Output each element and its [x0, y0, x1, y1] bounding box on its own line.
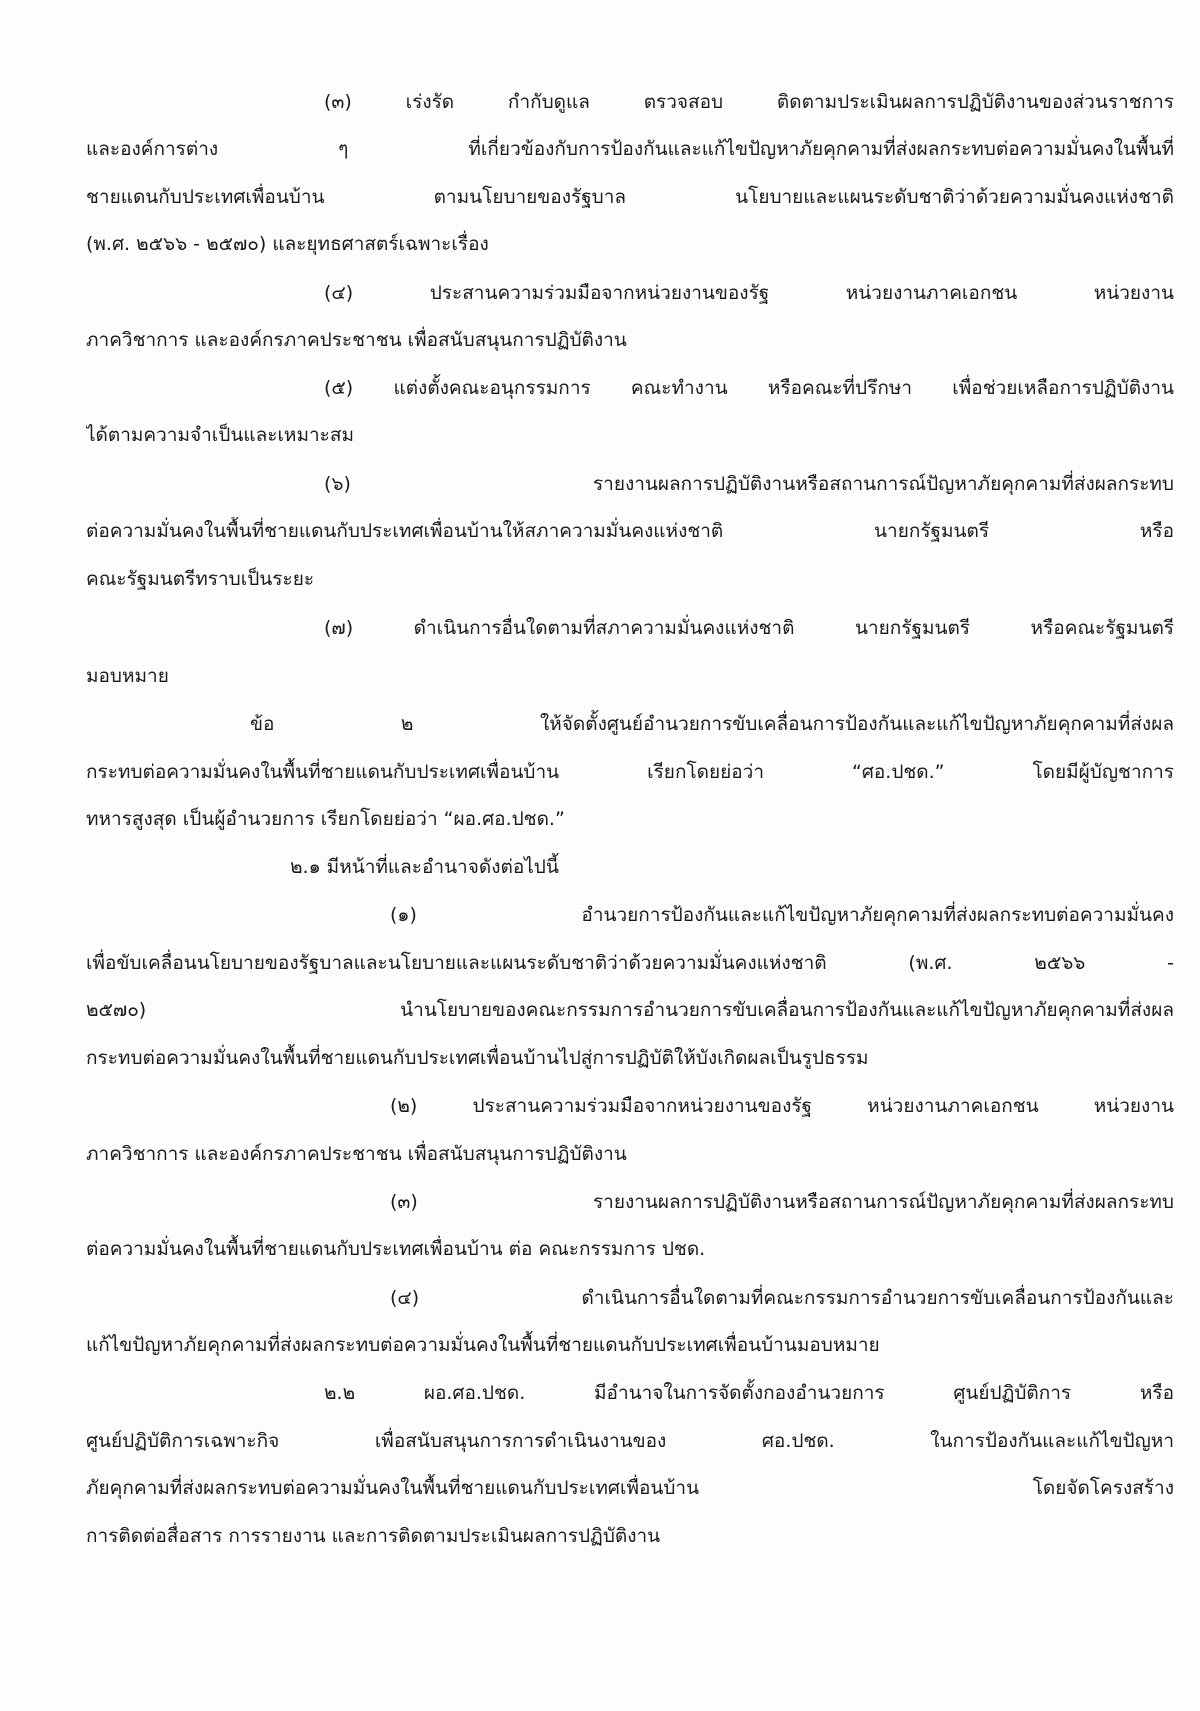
- text-line: แก้ไขปัญหาภัยคุกคามที่ส่งผลกระทบต่อความมั่นคงในพื้นที่ชายแดนกับประเทศเพื่อนบ้านมอบหมาย: [86, 1334, 880, 1356]
- text-line: ข้อ ๒ ให้จัดตั้งศูนย์อำนวยการขับเคลื่อนการป้องกันและแก้ไขปัญหาภัยคุกคามที่ส่งผล: [250, 713, 1174, 735]
- text-line: ศูนย์ปฏิบัติการเฉพาะกิจ เพื่อสนับสนุนการการดำเนินงานของ ศอ.ปชด. ในการป้องกันและแก้ไขปัญหา: [86, 1430, 1174, 1452]
- text-line: มอบหมาย: [86, 665, 169, 687]
- text-line: ๒๕๗๐) นำนโยบายของคณะกรรมการอำนวยการขับเคลื่อนการป้องกันและแก้ไขปัญหาภัยคุกคามที่ส่งผล: [86, 999, 1174, 1021]
- text-line: ภาควิชาการ และองค์กรภาคประชาชน เพื่อสนับสนุนการปฏิบัติงาน: [86, 1143, 627, 1165]
- text-line: ต่อความมั่นคงในพื้นที่ชายแดนกับประเทศเพื่อนบ้าน ต่อ คณะกรรมการ ปชด.: [86, 1238, 706, 1260]
- text-line: ชายแดนกับประเทศเพื่อนบ้าน ตามนโยบายของรัฐบาล นโยบายและแผนระดับชาติว่าด้วยความมั่นคงแห่งชาติ: [86, 186, 1174, 208]
- text-line: (๑) อำนวยการป้องกันและแก้ไขปัญหาภัยคุกคามที่ส่งผลกระทบต่อความมั่นคง: [390, 904, 1174, 926]
- text-line: ๒.๑ มีหน้าที่และอำนาจดังต่อไปนี้: [290, 856, 559, 878]
- text-line: กระทบต่อความมั่นคงในพื้นที่ชายแดนกับประเทศเพื่อนบ้าน เรียกโดยย่อว่า “ศอ.ปชด.” โดยมีผู้บัญชาการ: [86, 761, 1174, 783]
- text-line: ภาควิชาการ และองค์กรภาคประชาชน เพื่อสนับสนุนการปฏิบัติงาน: [86, 329, 627, 351]
- text-line: (๖) รายงานผลการปฏิบัติงานหรือสถานการณ์ปัญหาภัยคุกคามที่ส่งผลกระทบ: [324, 473, 1174, 495]
- text-line: (๓) รายงานผลการปฏิบัติงานหรือสถานการณ์ปัญหาภัยคุกคามที่ส่งผลกระทบ: [390, 1191, 1174, 1213]
- text-line: (๔) ดำเนินการอื่นใดตามที่คณะกรรมการอำนวยการขับเคลื่อนการป้องกันและ: [390, 1287, 1174, 1309]
- text-line: (๕) แต่งตั้งคณะอนุกรรมการ คณะทำงาน หรือคณะที่ปรึกษา เพื่อช่วยเหลือการปฏิบัติงาน: [324, 377, 1174, 399]
- text-line: (๔) ประสานความร่วมมือจากหน่วยงานของรัฐ หน่วยงานภาคเอกชน หน่วยงาน: [324, 282, 1174, 304]
- text-line: (๓) เร่งรัด กำกับดูแล ตรวจสอบ ติดตามประเมินผลการปฏิบัติงานของส่วนราชการ: [324, 91, 1174, 113]
- text-line: ทหารสูงสุด เป็นผู้อำนวยการ เรียกโดยย่อว่า “ผอ.ศอ.ปชด.”: [86, 808, 565, 830]
- text-line: ได้ตามความจำเป็นและเหมาะสม: [86, 424, 354, 446]
- text-line: เพื่อขับเคลื่อนนโยบายของรัฐบาลและนโยบายและแผนระดับชาติว่าด้วยความมั่นคงแห่งชาติ (พ.ศ. ๒๕๖๖ -: [86, 952, 1174, 974]
- text-line: ต่อความมั่นคงในพื้นที่ชายแดนกับประเทศเพื่อนบ้านให้สภาความมั่นคงแห่งชาติ นายกรัฐมนตรี หรือ: [86, 520, 1174, 542]
- text-line: ๒.๒ ผอ.ศอ.ปชด. มีอำนาจในการจัดตั้งกองอำนวยการ ศูนย์ปฏิบัติการ หรือ: [324, 1382, 1174, 1404]
- text-line: (๒) ประสานความร่วมมือจากหน่วยงานของรัฐ หน่วยงานภาคเอกชน หน่วยงาน: [390, 1095, 1174, 1117]
- text-line: (พ.ศ. ๒๕๖๖ - ๒๕๗๐) และยุทธศาสตร์เฉพาะเรื่อง: [86, 233, 489, 255]
- text-line: กระทบต่อความมั่นคงในพื้นที่ชายแดนกับประเทศเพื่อนบ้านไปสู่การปฏิบัติให้บังเกิดผลเป็นรูปธรรม: [86, 1047, 869, 1069]
- text-line: ภัยคุกคามที่ส่งผลกระทบต่อความมั่นคงในพื้นที่ชายแดนกับประเทศเพื่อนบ้าน โดยจัดโครงสร้าง: [86, 1477, 1174, 1499]
- text-line: (๗) ดำเนินการอื่นใดตามที่สภาความมั่นคงแห่งชาติ นายกรัฐมนตรี หรือคณะรัฐมนตรี: [324, 617, 1174, 639]
- text-line: คณะรัฐมนตรีทราบเป็นระยะ: [86, 568, 315, 590]
- text-line: การติดต่อสื่อสาร การรายงาน และการติดตามประเมินผลการปฏิบัติงาน: [86, 1525, 661, 1547]
- text-line: และองค์การต่าง ๆ ที่เกี่ยวข้องกับการป้องกันและแก้ไขปัญหาภัยคุกคามที่ส่งผลกระทบต่อความมั่นคงในพื้นที่: [86, 138, 1174, 160]
